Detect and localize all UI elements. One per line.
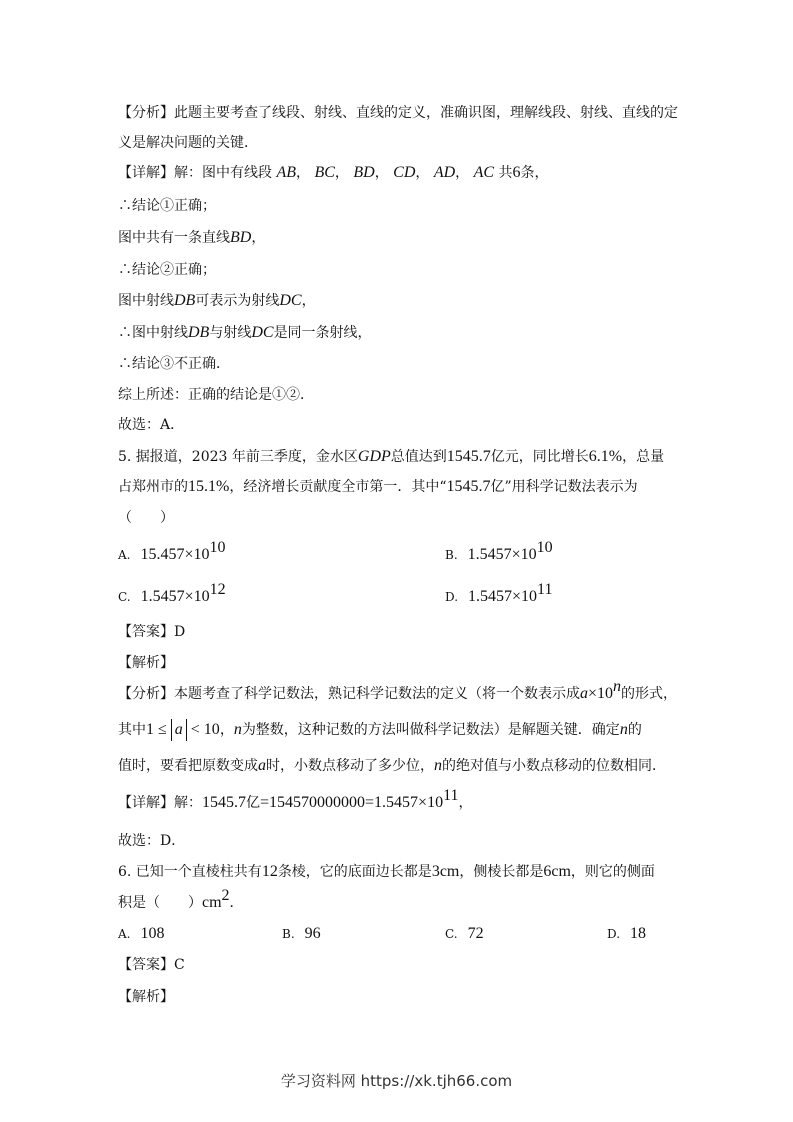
ray2-text-a: ∴图中射线 [118, 325, 188, 341]
q5-analysis-text: 值时，要看把原数变成 [118, 758, 258, 774]
q5-detail [118, 787, 473, 813]
q6-text: 6. 已知一个直棱柱共有 [118, 864, 262, 880]
q5-detail-text: 亿 [246, 795, 260, 811]
ray-db: DB [174, 292, 196, 309]
var-n: n [233, 721, 242, 738]
formula-exp: n [613, 678, 622, 695]
segment-ab: AB [276, 164, 296, 181]
q5-value: 1545.7 [446, 448, 491, 465]
option-exponent: 11 [537, 581, 553, 598]
option-value: 1.5457×10 [468, 588, 538, 605]
ray2-db: DB [188, 324, 210, 341]
q5-growth: 6.1% [588, 448, 623, 465]
q5-analysis-line-2 [118, 719, 642, 741]
option-value: 18 [630, 925, 647, 942]
q5-option-a [118, 539, 226, 565]
q5-text: 占郑州市的 [118, 479, 188, 495]
separator: ， [374, 165, 389, 181]
ray2-dc: DC [251, 324, 274, 341]
footer-watermark: 学习资料网 https://xk.tjh66.com [280, 1072, 513, 1090]
option-label: C. [445, 927, 458, 941]
option-value: 1.5457×10 [140, 588, 210, 605]
option-label: A. [118, 548, 131, 562]
q6-stem-line-2 [118, 887, 244, 913]
q5-text: 5. 据报道，2023 年前三季度，金水区 [118, 449, 358, 465]
q5-stem-line-1 [118, 447, 664, 467]
choose-d: 故选：D． [118, 833, 186, 849]
q5-analysis-text: 的 [627, 722, 642, 738]
separator: ， [334, 165, 349, 181]
var-n: n [434, 757, 442, 774]
q5-text: 总值达到 [390, 449, 447, 465]
q6-answer: 【答案】C [118, 957, 185, 973]
detail-prefix: 【详解】解：图中有线段 [118, 165, 272, 181]
seg-suffix-b: 条， [520, 165, 549, 181]
q5-analysis-line-3 [118, 756, 666, 776]
q5-analysis-text: 的绝对值与小数点移动的位数相同． [442, 758, 666, 774]
q5-answer: 【答案】D [118, 624, 186, 640]
ray-statement-1 [118, 291, 316, 311]
detail-value: 1545.7 [202, 794, 246, 811]
q5-text: ，总量 [622, 449, 665, 465]
analysis-line-1: 【分析】此题主要考查了线段、射线、直线的定义，准确识图，理解线段、射线、直线的定 [118, 105, 678, 121]
q5-analysis-text: 其中 [118, 722, 146, 738]
q5-gdp: GDP [357, 448, 391, 465]
segment-bc: BC [314, 164, 335, 181]
var-n: n [619, 721, 628, 738]
summary: 综上所述：正确的结论是①②． [118, 387, 314, 403]
option-label: A. [118, 927, 131, 941]
q6-edges: 12 [261, 863, 278, 880]
option-label: B. [282, 927, 295, 941]
option-label: B. [445, 548, 458, 562]
q6-option-b [282, 924, 321, 944]
segment-ac: AC [473, 164, 495, 181]
option-exponent: 12 [209, 581, 226, 598]
range-upper: < 10 [186, 721, 220, 738]
var-a: a [258, 757, 266, 774]
separator: ， [296, 165, 310, 181]
formula-times-ten: ×10 [588, 685, 614, 702]
abs-a: a [171, 719, 187, 741]
separator: ， [455, 165, 470, 181]
option-label: D. [607, 927, 621, 941]
q6-option-c [445, 924, 484, 944]
option-value: 96 [304, 925, 321, 942]
ray-dc: DC [279, 292, 302, 309]
q5-analysis-text: ， [219, 722, 234, 738]
ray-text-a: 图中射线 [118, 293, 174, 309]
segment-cd: CD [393, 164, 416, 181]
segment-ad: AD [433, 164, 456, 181]
q5-paren: （ ） [118, 510, 174, 526]
q5-analysis-text: 的形式， [621, 686, 678, 702]
detail-exponent: 11 [443, 787, 459, 804]
q6-unit: cm [202, 894, 222, 911]
option-value: 72 [467, 925, 484, 942]
q6-text: ，则它的侧面 [570, 864, 655, 880]
ray-text-c: ， [301, 293, 316, 309]
separator: ， [415, 165, 430, 181]
choose-a: 故选：A． [118, 417, 185, 433]
q5-option-b [445, 539, 553, 565]
q6-text: ，侧棱长都是 [459, 864, 544, 880]
detail-segments-line [118, 163, 549, 183]
ray2-text-b: 与射线 [209, 325, 252, 341]
q5-option-d [445, 581, 553, 607]
q5-jiexi: 【解析】 [118, 655, 174, 671]
option-label: C. [118, 590, 131, 604]
q6-jiexi: 【解析】 [118, 989, 174, 1005]
conclusion-2: ∴结论②正确； [118, 262, 216, 278]
q5-stem-line-2 [118, 477, 638, 497]
q5-analysis-text: 【分析】本题考查了科学记数法，熟记科学记数法的定义（将一个数表示成 [118, 686, 580, 702]
option-label: D. [445, 590, 459, 604]
q5-analysis-text: 为整数，这种记数的方法叫做科学记数法）是解题关键．确定 [241, 722, 620, 738]
q5-analysis-text: 时，小数点移动了多少位， [266, 758, 434, 774]
q5-quote-value: 1545.7 [446, 478, 491, 495]
q6-unit-exp: 2 [221, 887, 230, 904]
segment-bd: BD [353, 164, 375, 181]
formula-a: a [580, 685, 588, 702]
option-exponent: 10 [536, 539, 553, 556]
option-value: 1.5457×10 [467, 546, 537, 563]
q6-text: ． [229, 895, 244, 911]
q6-base-edge: 3cm [431, 863, 460, 880]
range-lower: 1 ≤ [146, 721, 171, 738]
conclusion-1: ∴结论①正确； [118, 198, 216, 214]
ray-statement-2 [118, 323, 372, 343]
q5-text: 亿”用科学记数法表示为 [490, 479, 638, 495]
q6-option-d [607, 924, 646, 944]
option-exponent: 10 [209, 539, 226, 556]
line-bd: BD [230, 229, 252, 246]
q5-analysis-line-1 [118, 678, 678, 704]
ray2-text-c: 是同一条射线， [273, 325, 372, 341]
q6-option-a [118, 924, 164, 944]
conclusion-3: ∴结论③不正确． [118, 356, 230, 372]
q5-text: 亿元，同比增长 [490, 449, 589, 465]
q6-lateral-edge: 6cm [543, 863, 571, 880]
q5-share: 15.1% [188, 478, 230, 495]
seg-count: 6 [512, 164, 521, 181]
seg-suffix-a: 共 [498, 165, 513, 181]
q5-option-c [118, 581, 226, 607]
q6-stem-line-1 [118, 862, 655, 882]
analysis-line-2: 义是解决问题的关键． [118, 135, 258, 151]
line-bd-statement [118, 228, 265, 248]
ray-text-b: 可表示为射线 [195, 293, 280, 309]
option-value: 108 [140, 925, 165, 942]
q5-text: ，经济增长贡献度全市第一．其中“ [229, 479, 447, 495]
q6-text: 积是（ ） [118, 895, 202, 911]
line-text-b: ， [251, 230, 266, 246]
detail-equation: =154570000000=1.5457×10 [260, 794, 444, 811]
q5-detail-text: 【详解】解： [118, 795, 202, 811]
option-value: 15.457×10 [140, 546, 210, 563]
q5-detail-text: ， [458, 795, 473, 811]
line-text-a: 图中共有一条直线 [118, 230, 230, 246]
q6-text: 条棱，它的底面边长都是 [277, 864, 432, 880]
